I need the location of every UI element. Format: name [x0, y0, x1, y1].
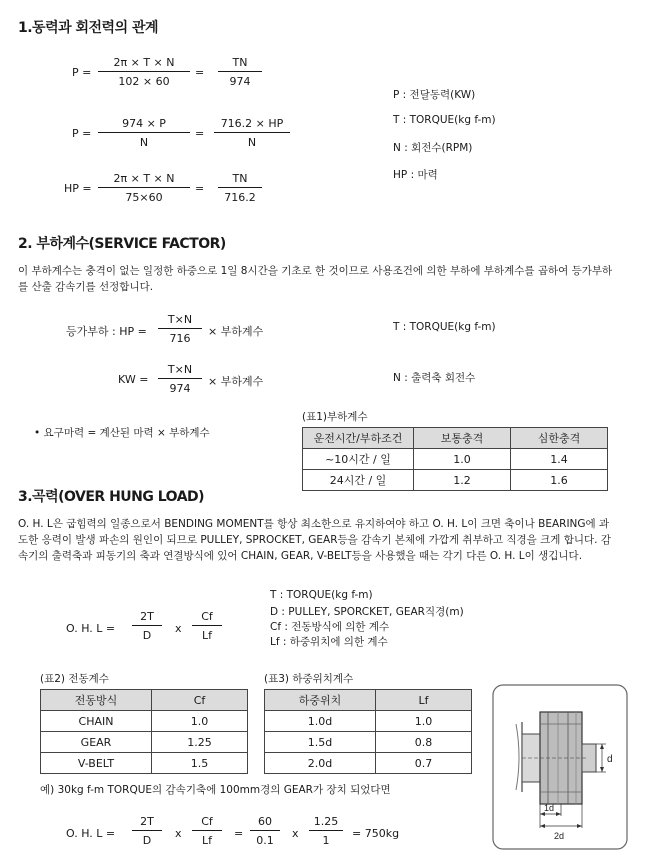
sec3-legend-lf: Lf : 하중위치에 의한 계수	[270, 636, 388, 648]
eq2-frac2	[214, 117, 290, 149]
ex-eq-lhs: O. H. L =	[66, 827, 116, 840]
ohl-eq-frac1-den: D	[142, 629, 152, 642]
sec1-legend-p: P : 전달동력(KW)	[393, 89, 476, 101]
table1-header: 운전시간/부하조건	[303, 428, 414, 449]
eq3-frac1-num: 2π × T × N	[113, 172, 175, 185]
sec2-eqa-lhs: 등가부하 : HP =	[66, 325, 147, 338]
table1-cell: 24시간 / 일	[303, 470, 414, 491]
table3-cell: 1.0d	[265, 711, 376, 732]
eq3-frac2	[218, 172, 262, 204]
ex-eq-result: = 750kg	[352, 827, 400, 840]
table2-cell: GEAR	[41, 732, 152, 753]
sec2-eqa-frac	[158, 313, 202, 345]
table-row	[265, 753, 472, 774]
ex-eq-times2: x	[292, 827, 299, 840]
table2-cell: V-BELT	[41, 753, 152, 774]
table2-cell: CHAIN	[41, 711, 152, 732]
ex-eq-frac3-den: 0.1	[256, 834, 274, 847]
ex-eq-frac3	[250, 815, 280, 847]
example-text: 예) 30kg f-m TORQUE의 감속기축에 100mm경의 GEAR가 장치 되었다면	[40, 784, 391, 796]
ex-eq-times1: x	[175, 827, 182, 840]
eq1-equals: =	[195, 66, 205, 79]
table2-caption: (표2) 전동계수	[40, 673, 109, 685]
sec2-bullet: • 요구마력 = 계산된 마력 × 부하계수	[34, 427, 210, 439]
section3-title: 3.곡력(OVER HUNG LOAD)	[18, 489, 205, 505]
eq1-frac2-den: 974	[229, 75, 251, 88]
ex-eq-frac3-num: 60	[258, 815, 272, 828]
table-row	[303, 470, 608, 491]
sec2-legend-n: N : 출력축 회전수	[393, 372, 476, 384]
ohl-eq-times: x	[175, 622, 182, 635]
section1-title: 1.동력과 회전력의 관계	[18, 20, 159, 36]
eq1-lhs: P =	[72, 66, 92, 79]
table2-cell: 1.25	[152, 732, 248, 753]
ex-eq-frac1	[132, 815, 162, 847]
table2-header: Cf	[152, 690, 248, 711]
ohl-eq-frac2-den: Lf	[201, 629, 212, 642]
eq1-frac1-den: 102 × 60	[118, 75, 170, 88]
diagram-label-2d: 2d	[554, 831, 565, 841]
eq3-equals: =	[195, 182, 205, 195]
sec3-legend-t: T : TORQUE(kg f-m)	[270, 589, 373, 601]
table1-cell: ~10시간 / 일	[303, 449, 414, 470]
table1-header: 심한충격	[511, 428, 608, 449]
eq3-frac2-num: TN	[232, 172, 248, 185]
ex-eq-frac1-num: 2T	[140, 815, 154, 828]
table2-cell: 1.5	[152, 753, 248, 774]
table-row	[303, 449, 608, 470]
table1-load-factor	[302, 427, 608, 491]
table3-load-position-factor	[264, 689, 472, 774]
table3-cell: 0.8	[376, 732, 472, 753]
table3-caption: (표3) 하중위치계수	[264, 673, 354, 685]
table1-cell: 1.2	[414, 470, 511, 491]
sec3-legend-cf: Cf : 전동방식에 의한 계수	[270, 621, 390, 633]
sec2-paragraph: 이 부하계수는 충격이 없는 일정한 하중으로 1일 8시간을 기초로 한 것이므로 사용조건에 의한 부하에 부하계수를 곱하여 등가부하를 산출 감속기를 선정합니다.	[18, 265, 613, 293]
sec2-eqb-frac	[158, 363, 202, 395]
sec2-eqb-num: T×N	[167, 363, 193, 376]
sec3-paragraph: O. H. L은 굽힘력의 일종으로서 BENDING MOMENT를 항상 최소한으로 유지하여야 하고 O. H. L이 크면 축이나 BEARING에 과도한 응력이 발생 파손의 원인이 되므로 PULLEY, SPROCKET, GEAR등을 감속기 본체에 가깝게 취부하고 직경을 크게 합니다. 감속기의 출력축과 피동기의 축과 연결방식에 있어 CHAIN, GEAR, V-BELT등을 사용했을 때는 각기 다른 O. H. L이 생깁니다.	[18, 518, 611, 562]
table3-header: Lf	[376, 690, 472, 711]
eq1-frac2-num: TN	[232, 56, 248, 69]
sec2-eqa-den: 716	[169, 332, 191, 345]
diagram-label-1d: 1d	[544, 803, 555, 813]
diagram-label-d: d	[607, 754, 613, 765]
eq1-frac1-num: 2π × T × N	[113, 56, 175, 69]
eq3-frac1-den: 75×60	[125, 191, 163, 204]
ex-eq-frac2-num: Cf	[201, 815, 213, 828]
section2-title: 2. 부하계수(SERVICE FACTOR)	[18, 236, 226, 252]
ohl-eq-frac2	[192, 610, 222, 642]
table-row	[265, 711, 472, 732]
table3-cell: 1.0	[376, 711, 472, 732]
table2-header: 전동방식	[41, 690, 152, 711]
eq2-frac1-num: 974 × P	[122, 117, 166, 130]
sec2-eqb-lhs: KW =	[118, 373, 149, 386]
eq2-frac1	[98, 117, 190, 149]
ohl-eq-frac1	[132, 610, 162, 642]
table1-cell: 1.0	[414, 449, 511, 470]
eq2-lhs: P =	[72, 127, 92, 140]
eq2-frac2-num: 716.2 × HP	[220, 117, 284, 130]
table-row	[41, 753, 248, 774]
table1-header: 보통충격	[414, 428, 511, 449]
eq1-frac2	[218, 56, 262, 88]
ohl-eq-lhs: O. H. L =	[66, 622, 116, 635]
sec1-legend-n: N : 회전수(RPM)	[393, 142, 473, 154]
table1-cell: 1.4	[511, 449, 608, 470]
ex-eq-frac4	[309, 815, 343, 847]
sec2-eqa-rhs: × 부하계수	[208, 325, 264, 338]
eq1-frac1	[98, 56, 190, 88]
eq3-frac2-den: 716.2	[224, 191, 256, 204]
table2-transmission-factor	[40, 689, 248, 774]
ohl-eq-frac2-num: Cf	[201, 610, 213, 623]
sec1-legend-t: T : TORQUE(kg f-m)	[393, 114, 496, 126]
sec2-eqb-den: 974	[169, 382, 191, 395]
table3-cell: 0.7	[376, 753, 472, 774]
ex-eq-frac1-den: D	[142, 834, 152, 847]
sec1-legend-hp: HP : 마력	[393, 169, 438, 181]
ex-eq-equals: =	[234, 827, 244, 840]
eq2-frac2-den: N	[247, 136, 257, 149]
sec2-eqb-rhs: × 부하계수	[208, 375, 264, 388]
eq2-frac1-den: N	[139, 136, 149, 149]
table-row	[265, 732, 472, 753]
table3-cell: 2.0d	[265, 753, 376, 774]
sec3-legend-d: D : PULLEY, SPORCKET, GEAR직경(m)	[270, 606, 464, 618]
table3-cell: 1.5d	[265, 732, 376, 753]
eq3-frac1	[98, 172, 190, 204]
table1-cell: 1.6	[511, 470, 608, 491]
sec2-eqa-num: T×N	[167, 313, 193, 326]
table-row	[41, 711, 248, 732]
ex-eq-frac4-den: 1	[322, 834, 330, 847]
eq3-lhs: HP =	[64, 182, 92, 195]
ex-eq-frac2-den: Lf	[201, 834, 212, 847]
shaft-gear-diagram	[492, 684, 628, 850]
table-row	[41, 732, 248, 753]
table3-header: 하중위치	[265, 690, 376, 711]
ex-eq-frac4-num: 1.25	[313, 815, 339, 828]
sec2-legend-t: T : TORQUE(kg f-m)	[393, 321, 496, 333]
table2-cell: 1.0	[152, 711, 248, 732]
ohl-eq-frac1-num: 2T	[140, 610, 154, 623]
ex-eq-frac2	[192, 815, 222, 847]
eq2-equals: =	[195, 127, 205, 140]
table1-caption: (표1)부하계수	[302, 411, 368, 423]
